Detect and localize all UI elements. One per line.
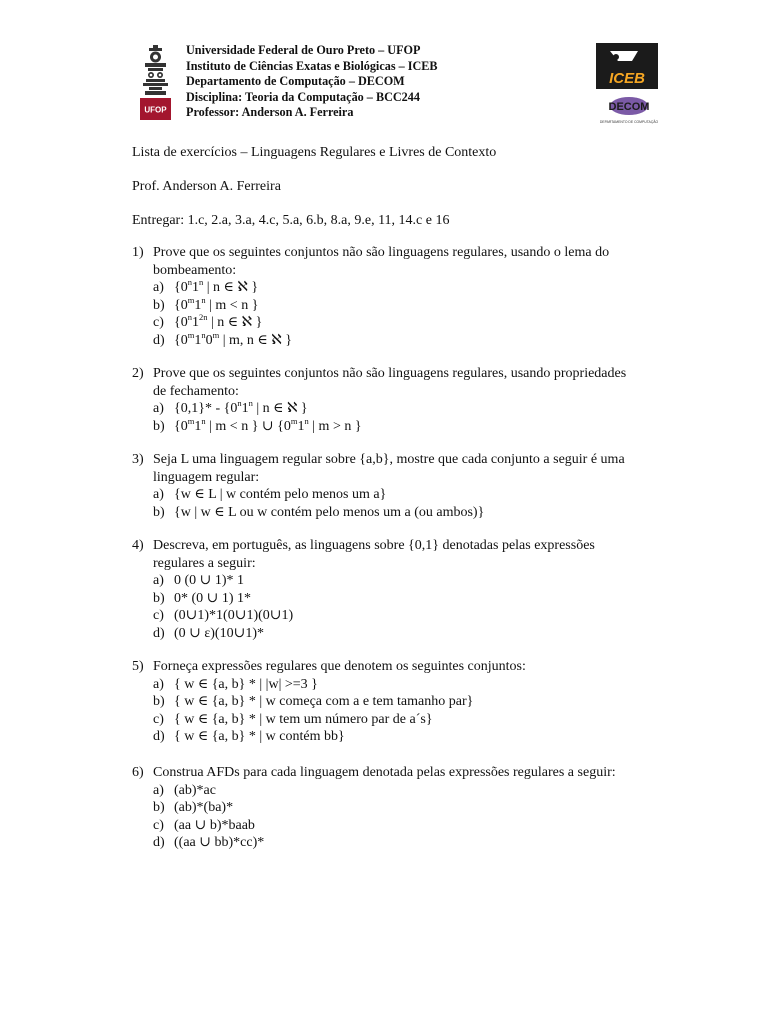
question-text: Prove que os seguintes conjuntos não são linguagens regulares, usando o lema do bombeamento:: [153, 245, 610, 278]
page-header: [137, 42, 661, 128]
question-number: 6): [132, 765, 144, 780]
decom-logo-text: DECOM: [608, 101, 650, 113]
list-item: b) { w ∈ {a, b} * | w começa com a e tem tamanho par}: [153, 694, 474, 710]
ufop-logo-text: UFOP: [144, 105, 167, 115]
institution-line-department: Departamento de Computação – DECOM: [186, 74, 405, 88]
list-item: d) { w ∈ {a, b} * | w contém bb}: [153, 729, 345, 745]
list-item: c) {$0^n1^{2n}$ | n ∈ ℵ }: [153, 312, 263, 331]
list-item: a) 0 (0 ∪ 1)* 1: [153, 573, 245, 589]
question-3: [132, 451, 642, 521]
question-6: [132, 764, 642, 852]
iceb-decom-logo: [596, 43, 660, 127]
question-number: 1): [132, 245, 144, 260]
list-item: a) {0,1}* - {0$^n$1$^n$ | n ∈ ℵ }: [153, 398, 308, 417]
list-item: d) {0$^m$1$^n$0$^m$ | m, n ∈ ℵ }: [153, 329, 292, 348]
iceb-logo-text: ICEB: [609, 70, 645, 87]
list-item: b) {0$^m$1$^n$ | m < n } ∪ {0$^m$1$^n$ | m > n }: [153, 415, 362, 434]
question-number: 3): [132, 452, 144, 467]
institution-line-discipline: Disciplina: Teoria da Computação – BCC244: [186, 89, 420, 104]
question-text: Descreva, em português, as linguagens sobre {0,1} denotadas pelas expressões regulares a seguir:: [153, 538, 595, 571]
question-text: Seja L uma linguagem regular sobre {a,b}, mostre que cada conjunto a seguir é uma linguagem regular:: [153, 452, 625, 485]
document-title: Lista de exercícios – Linguagens Regulares e Livres de Contexto: [132, 145, 497, 160]
decom-caption: DEPARTAMENTO DE COMPUTAÇÃO: [599, 120, 659, 124]
question-1: [132, 244, 642, 350]
list-item: b) 0* (0 ∪ 1) 1*: [153, 590, 252, 606]
institution-line-institute: Instituto de Ciências Exatas e Biológicas – ICEB: [186, 58, 438, 73]
ufop-logo: [140, 44, 171, 120]
question-4: [132, 537, 642, 643]
institution-line-professor: Professor: Anderson A. Ferreira: [186, 105, 354, 119]
institution-line-university: Universidade Federal de Ouro Preto – UFOP: [186, 43, 421, 57]
delivery-line: Entregar: 1.c, 2.a, 3.a, 4.c, 5.a, 6.b, 8.a, 9.e, 11, 14.c e 16: [132, 213, 450, 228]
list-item: b) (ab)*(ba)*: [153, 800, 234, 816]
question-text: Forneça expressões regulares que denotem os seguintes conjuntos:: [153, 659, 526, 674]
question-number: 2): [132, 366, 144, 381]
professor-line: Prof. Anderson A. Ferreira: [132, 179, 281, 194]
question-text: Construa AFDs para cada linguagem denotada pelas expressões regulares a seguir:: [153, 765, 616, 780]
question-number: 4): [132, 538, 144, 553]
list-item: d) (0 ∪ ε)(10∪1)*: [153, 625, 264, 641]
list-item: d) ((aa ∪ bb)*cc)*: [153, 835, 265, 851]
question-number: 5): [132, 659, 144, 674]
list-item: a) {0$^n$1$^n$ | n ∈ ℵ }: [153, 277, 259, 296]
institution-block: [186, 43, 438, 121]
list-item: a) {w ∈ L | w contém pelo menos um a}: [153, 487, 387, 503]
question-2: [132, 365, 642, 435]
list-item: c) { w ∈ {a, b} * | w tem um número par de a´s}: [153, 711, 433, 727]
list-item: a) (ab)*ac: [153, 782, 216, 798]
list-item: c) (0∪1)*1(0∪1)(0∪1): [153, 608, 294, 624]
question-5: [132, 658, 642, 746]
question-text: Prove que os seguintes conjuntos não são linguagens regulares, usando propriedades de fechamento:: [153, 366, 627, 399]
list-item: a) { w ∈ {a, b} * | |w| >=3 }: [153, 676, 318, 692]
list-item: c) (aa ∪ b)*baab: [153, 817, 255, 833]
list-item: b) {0$^m$1$^n$ | m < n }: [153, 294, 259, 313]
list-item: b) {w | w ∈ L ou w contém pelo menos um a (ou ambos)}: [153, 504, 485, 520]
